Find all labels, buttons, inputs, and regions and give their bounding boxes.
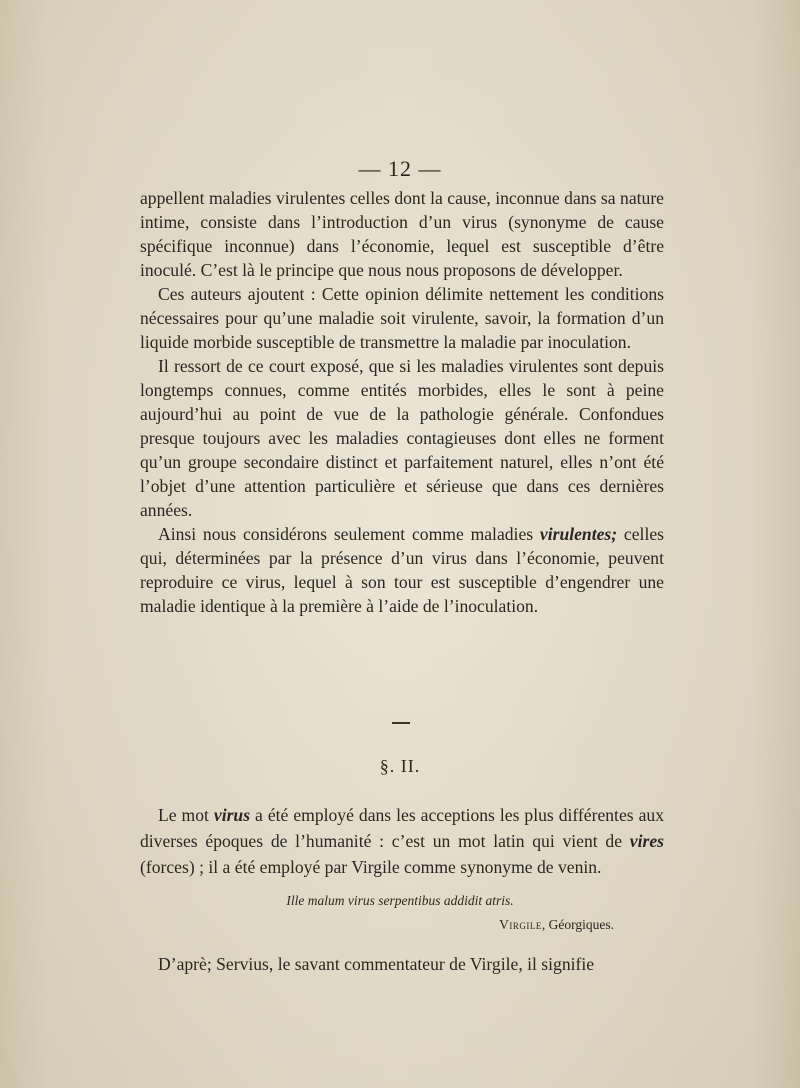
section-heading: §. II.: [379, 756, 421, 776]
section-text-part: a été employé dans les acceptions les plus différentes aux diverses époques de l’humanité : c’est un mot latin qui vient de: [140, 805, 664, 851]
quote-author: Virgile: [499, 917, 542, 932]
section-text-part: Le mot: [158, 805, 214, 825]
page-number: — 12 —: [358, 156, 442, 181]
emphasis-virulentes: virulentes;: [539, 524, 618, 544]
section-text-block: [140, 802, 664, 880]
main-text-block: [140, 186, 664, 618]
final-text-block: [140, 952, 664, 976]
latin-quote: Ille malum virus serpentibus addidit atris.: [286, 893, 514, 908]
paragraph-4-start: Ainsi nous considérons seulement comme maladies: [158, 524, 540, 544]
quote-attribution: [499, 917, 614, 933]
section-paragraph: [140, 802, 664, 880]
paragraph-4: [140, 522, 664, 618]
emphasis-vires: vires: [629, 831, 664, 851]
emphasis-virus: virus: [213, 805, 251, 825]
paragraph-2: Ces auteurs ajoutent : Cette opinion délimite nettement les conditions nécessaires pour qu’une maladie soit virulente, savoir, la formation d’un liquide morbide susceptible de transmettre la maladie par inoculation.: [140, 284, 664, 352]
paragraph-4-end: celles qui, déterminées par la présence d’un virus dans l’économie, peuvent reproduire ce virus, lequel à son tour est susceptible d’engendrer une maladie identique à la première à l’aide de l’inoculation.: [140, 524, 664, 616]
paragraph-3: Il ressort de ce court exposé, que si les maladies virulentes sont depuis longtemps connues, comme entités morbides, elles le sont à peine aujourd’hui au point de vue de la pathologie générale. Confondues presque toujours avec les maladies contagieuses dont elles ne forment qu’un groupe secondaire distinct et parfaitement naturel, elles n’ont été l’objet d’une attention particulière et sérieuse que dans ces dernières années.: [140, 356, 664, 520]
section-separator: [392, 722, 410, 724]
final-paragraph: D’aprè; Servius, le savant commentateur de Virgile, il signifie: [158, 954, 595, 974]
quote-work: , Géorgiques.: [541, 917, 614, 932]
paragraph-1: appellent maladies virulentes celles dont la cause, inconnue dans sa nature intime, consiste dans l’introduction d’un virus (synonyme de cause spécifique inconnue) dans l’économie, lequel est susceptible d’être inoculé. C’est là le principe que nous nous proposons de développer.: [140, 188, 664, 280]
section-text-part: (forces) ; il a été employé par Virgile comme synonyme de venin.: [140, 857, 602, 877]
